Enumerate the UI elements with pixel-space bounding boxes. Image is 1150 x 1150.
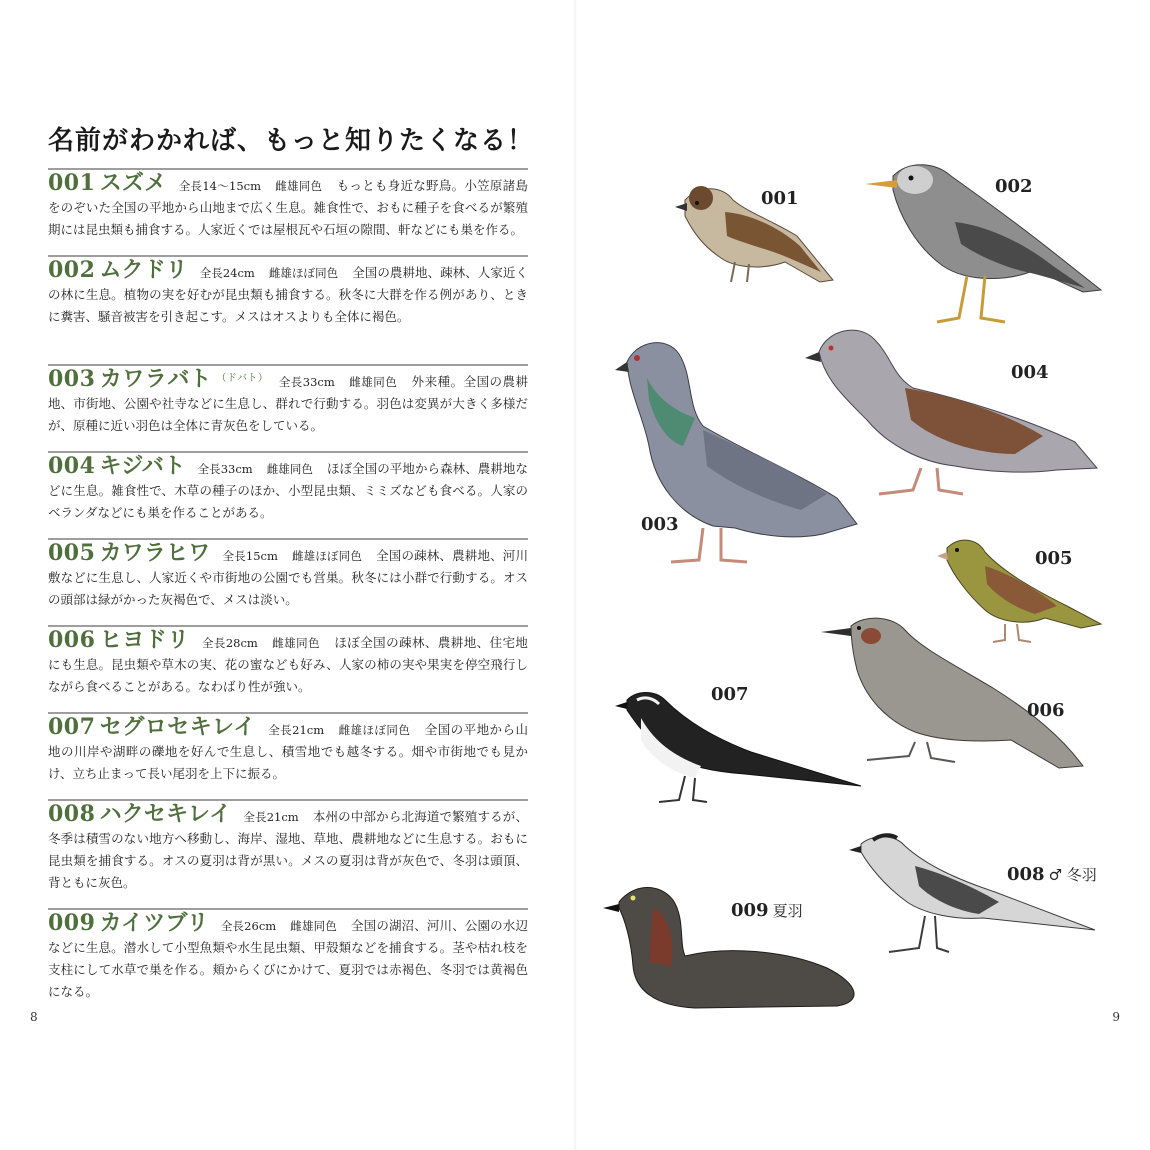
entry-length: 全長14～15cm: [178, 179, 261, 193]
bird-illustration-little-grebe: [603, 887, 854, 1008]
entry-sex: 雌雄同色: [349, 375, 398, 389]
entry-name: ムクドリ: [99, 257, 188, 283]
bird-illustration-japanese-wagtail: [615, 693, 861, 803]
entry-length: 全長33cm: [197, 462, 253, 476]
entry-name: ヒヨドリ: [99, 627, 190, 653]
bird-label-001: [761, 188, 799, 209]
entry-description: 全国の農耕地、疎林、人家近くの林に生息。植物の実を好むが昆虫類も捕食する。秋冬に大群を作る例があり、ときに糞害、騒音被害を引き起こす。メスはオスよりも全体に褐色。: [48, 265, 528, 324]
bird-label-002: [995, 176, 1033, 197]
species-entry-002: [48, 255, 528, 357]
bird-label-number: 002: [995, 176, 1033, 197]
entry-description: 全国の湖沼、河川、公園の水辺などに生息。潜水して小型魚類や水生昆虫類、甲殻類などを捕食する。茎や枯れ枝を支柱にして水草で巣を作る。頬からくびにかけて、夏羽では赤褐色、冬羽では黄褐色になる。: [48, 918, 528, 999]
entry-number: 008: [48, 801, 96, 827]
entry-length: 全長28cm: [201, 636, 258, 650]
entry-name: カワラヒワ: [99, 540, 211, 566]
entry-sex: 雌雄同色: [272, 636, 320, 650]
right-page: [575, 0, 1150, 1150]
entry-length: 全長21cm: [243, 810, 299, 824]
entry-alias: （ドバト）: [216, 373, 269, 384]
species-entry-007: [48, 712, 528, 792]
species-entry-008: [48, 799, 528, 901]
entry-name: カイツブリ: [99, 910, 209, 936]
bird-label-number: 008: [1007, 864, 1045, 885]
bird-label-note: 夏羽: [772, 902, 803, 920]
bird-illustration-bulbul: [821, 618, 1083, 768]
page-number-left: 8: [30, 1010, 38, 1024]
bird-illustration-greenfinch: [937, 540, 1101, 642]
bird-label-note: ♂ 冬羽: [1048, 866, 1097, 884]
bird-label-number: 004: [1011, 362, 1049, 383]
bird-label-number: 009: [731, 900, 769, 921]
species-entry-003: [48, 364, 528, 444]
entry-description: 外来種。全国の農耕地、市街地、公園や社寺などに生息し、群れで行動する。羽色は変異が大きく多様だが、原種に近い羽色は全体に青灰色をしている。: [48, 374, 528, 433]
entry-number: 006: [48, 627, 96, 653]
entry-sex: 雌雄同色: [275, 179, 323, 193]
entry-sex: 雌雄同色: [290, 919, 337, 933]
bird-label-number: 001: [761, 188, 799, 209]
bird-illustration-sparrow: [675, 186, 833, 282]
bird-label-007: [711, 684, 749, 705]
species-entry-005: [48, 538, 528, 618]
entry-description: ほぼ全国の平地から森林、農耕地などに生息。雑食性で、木草の種子のほか、小型昆虫類、ミミズなども食べる。人家のベランダなどにも巣を作ることがある。: [48, 461, 528, 520]
bird-label-005: [1035, 548, 1073, 569]
bird-label-004: [1011, 362, 1049, 383]
entry-number: 003: [48, 366, 96, 392]
bird-illustration-white-wagtail: [849, 835, 1095, 952]
bird-label-008: [1007, 864, 1097, 885]
entry-number: 007: [48, 714, 96, 740]
page-number-right: 9: [1112, 1010, 1120, 1024]
entry-description: 全国の疎林、農耕地、河川敷などに生息し、人家近くや市街地の公園でも営巣。秋冬には小群で行動する。オスの頭部は緑がかった灰褐色で、メスは淡い。: [48, 548, 528, 607]
species-entry-001: [48, 168, 528, 248]
entry-number: 001: [48, 170, 96, 196]
entry-length: 全長24cm: [199, 266, 255, 280]
entry-length: 全長21cm: [268, 723, 325, 737]
entry-description: もっとも身近な野鳥。小笠原諸島をのぞいた全国の平地から山地まで広く生息。雑食性で、おもに種子を食べるが繁殖期には昆虫類も捕食する。人家近くでは屋根瓦や石垣の隙間、軒などにも巣を作る。: [48, 178, 528, 237]
entry-length: 全長33cm: [278, 375, 335, 389]
bird-label-009: [731, 900, 803, 921]
entry-description: 本州の中部から北海道で繁殖するが、冬季は積雪のない地方へ移動し、海岸、湿地、草地、農耕地などに生息する。おもに昆虫類を捕食する。オスの夏羽は背が黒い。メスの夏羽は背が灰色で、冬羽は頭頂、背ともに灰色。: [48, 809, 528, 890]
entry-name: セグロセキレイ: [99, 714, 256, 740]
bird-label-number: 007: [711, 684, 749, 705]
bird-label-006: [1027, 700, 1065, 721]
entry-sex: 雌雄ほぼ同色: [268, 266, 339, 280]
entry-sex: 雌雄ほぼ同色: [292, 549, 362, 563]
entry-description: ほぼ全国の疎林、農耕地、住宅地にも生息。昆虫類や草木の実、花の蜜なども好み、人家の柿の実や果実を停空飛行しながら食べることがある。なわばり性が強い。: [48, 635, 528, 694]
entry-name: ハクセキレイ: [99, 801, 232, 827]
bird-label-number: 005: [1035, 548, 1073, 569]
bird-label-number: 006: [1027, 700, 1065, 721]
species-entry-004: [48, 451, 528, 531]
entry-name: カワラバト: [99, 366, 212, 392]
entry-number: 005: [48, 540, 96, 566]
entry-number: 004: [48, 453, 96, 479]
bird-illustrations: [575, 0, 1150, 1150]
entry-number: 009: [48, 910, 96, 936]
species-entry-009: [48, 908, 528, 1010]
entry-length: 全長15cm: [222, 549, 278, 563]
entry-name: キジバト: [99, 453, 186, 479]
entry-number: 002: [48, 257, 96, 283]
bird-illustration-turtle-dove: [805, 330, 1097, 494]
bird-label-number: 003: [641, 514, 679, 535]
bird-label-003: [641, 514, 679, 535]
entry-sex: 雌雄同色: [266, 462, 313, 476]
entry-name: スズメ: [99, 170, 167, 196]
entry-sex: 雌雄ほぼ同色: [338, 723, 411, 737]
species-entry-006: [48, 625, 528, 705]
page-heading: 名前がわかれば、もっと知りたくなる！: [48, 126, 535, 156]
entry-length: 全長26cm: [220, 919, 277, 933]
bird-illustration-starling: [865, 165, 1101, 322]
entry-description: 全国の平地から山地の川岸や湖畔の礫地を好んで生息し、積雪地でも越冬する。畑や市街地でも見かけ、立ち止まって長い尾羽を上下に振る。: [48, 722, 528, 781]
species-entries: [48, 168, 528, 1017]
